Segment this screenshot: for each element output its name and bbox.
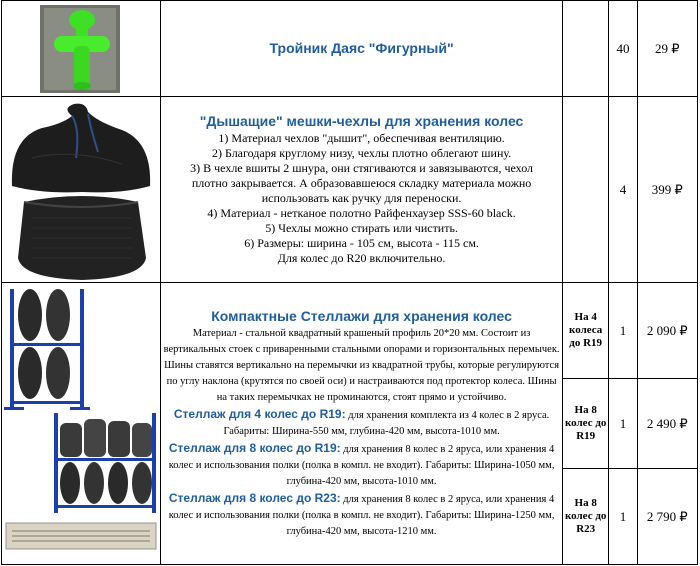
product-description <box>161 283 563 565</box>
product-price: 2 490 ₽ <box>637 379 697 469</box>
feature-line: Для колес до R20 включительно. <box>277 251 446 265</box>
variant-description <box>161 440 562 490</box>
feature-line: 4) Материал - нетканое полотно Райфенхаузер SSS-60 black. <box>207 206 516 220</box>
feature-line: 6) Размеры: ширина - 105 см, высота - 115 см. <box>244 236 479 250</box>
feature-line: 1) Материал чехлов "дышит", обеспечивая вентиляцию. <box>218 131 505 145</box>
product-table <box>1 0 698 565</box>
product-price: 2 090 ₽ <box>637 283 697 379</box>
feature-line: использовать как ручку для переноски. <box>261 191 462 205</box>
feature-line: 3) В чехле вшиты 2 шнура, они стягиваются и завязываются, чехол <box>190 161 534 175</box>
product-image-cell <box>2 283 161 565</box>
product-intro: Материал - стальной квадратный крашеный профиль 20*20 мм. Состоит из вертикальных стоек с приваренными стальными опорами и горизонтальных перемычек. Шины ставятся вертикально на перемычки из квадратной трубы, которые регулируются по углу наклона (крутятся по своей оси) и настраиваются под протектор колеса. Шины на таких перемычках не проминаются, стоят прямо и устойчиво. <box>163 327 560 403</box>
variant-text: для хранения комплекта из 4 колес в 2 яруса. Габариты: Ширина-550 мм, глубина-420 мм, высота-1010 мм. <box>223 409 550 437</box>
table-row <box>2 283 698 379</box>
tire-rack-icon <box>2 283 160 563</box>
product-option: На 8 колес до R19 <box>563 379 609 469</box>
product-price: 399 ₽ <box>637 97 697 283</box>
variant-description <box>161 406 562 440</box>
product-quantity: 1 <box>609 283 637 379</box>
variant-description <box>161 490 562 540</box>
product-description <box>161 1 563 97</box>
product-title: Компактные Стеллажи для хранения колес <box>211 307 512 324</box>
variant-text: для хранения 8 колес в 2 яруса, или хранения 4 колес и использования полки (полка в компл. не входит). Габариты: Ширина-1050 мм, глубина-420 мм, высота-1010 мм. <box>168 443 555 487</box>
product-option <box>563 97 609 283</box>
variant-name: Стеллаж для 4 колес до R19: <box>173 406 346 421</box>
feature-line: 5) Чехлы можно стирать или чистить. <box>265 221 458 235</box>
product-features <box>161 131 562 266</box>
product-quantity: 1 <box>609 469 637 565</box>
product-quantity: 1 <box>609 379 637 469</box>
product-image-cell <box>2 97 161 283</box>
product-option: На 4 колеса до R19 <box>563 283 609 379</box>
product-price: 2 790 ₽ <box>637 469 697 565</box>
feature-line: плотно закрывается. А образовавшеюся складку материала можно <box>191 176 532 190</box>
product-quantity: 40 <box>609 1 637 97</box>
green-tee-connector-icon <box>2 2 160 96</box>
variant-text: для хранения 8 колес в 2 яруса, или хранения 4 колес и использования полки (полка в компл. не входит). Габариты: Ширина-1250 мм, глубина-420 мм, высота-1210 мм. <box>168 493 555 537</box>
product-title: Тройник Даяс "Фигурный" <box>269 39 454 56</box>
product-title: "Дышащие" мешки-чехлы для хранения колес <box>199 113 524 129</box>
black-wheel-bag-icon <box>2 98 160 282</box>
variant-name: Стеллаж для 8 колес до R23: <box>168 490 341 505</box>
product-image-cell <box>2 1 161 97</box>
product-description <box>161 97 563 283</box>
product-quantity: 4 <box>609 97 637 283</box>
table-row <box>2 97 698 283</box>
feature-line: 2) Благодаря круглому низу, чехлы плотно облегают шину. <box>211 146 512 160</box>
variant-name: Стеллаж для 8 колес до R19: <box>168 440 341 455</box>
product-price: 29 ₽ <box>637 1 697 97</box>
product-option: На 8 колес до R23 <box>563 469 609 565</box>
table-row <box>2 1 698 97</box>
product-option <box>563 1 609 97</box>
